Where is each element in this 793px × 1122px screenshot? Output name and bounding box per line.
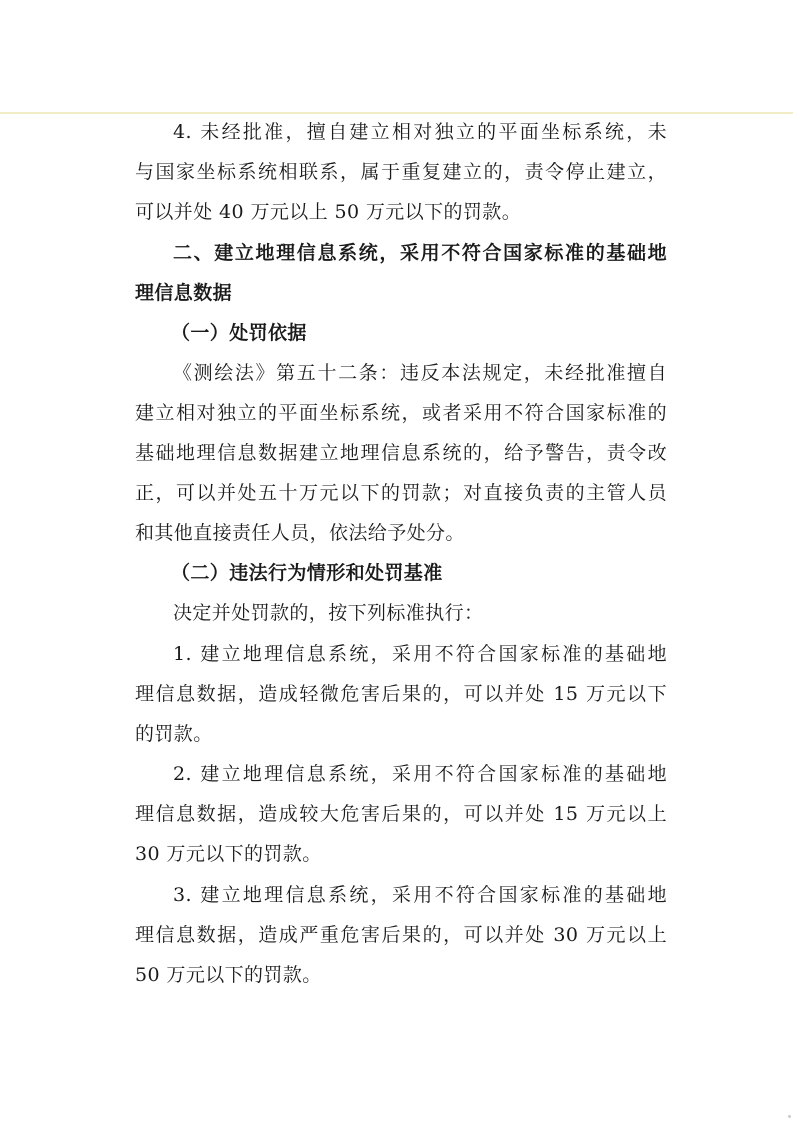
law-article-line-1: 《测绘法》第五十二条：违反本法规定，未经批准擅自 (173, 362, 667, 384)
law-article-line-2: 建立相对独立的平面坐标系统，或者采用不符合国家标准的 (135, 402, 667, 424)
law-article-line-3: 基础地理信息数据建立地理信息系统的，给予警告，责令改 (135, 442, 667, 464)
law-article-line-5: 和其他直接责任人员，依法给予处分。 (135, 522, 465, 544)
section-2-heading-line-1: 二、建立地理信息系统，采用不符合国家标准的基础地 (173, 242, 667, 264)
item-1-line-1: 1. 建立地理信息系统，采用不符合国家标准的基础地 (173, 643, 667, 665)
paragraph-4-line-1: 4. 未经批准，擅自建立相对独立的平面坐标系统，未 (173, 121, 667, 143)
paragraph-4-line-3: 可以并处 40 万元以上 50 万元以下的罚款。 (135, 201, 522, 223)
standard-intro: 决定并处罚款的，按下列标准执行： (173, 602, 484, 624)
scan-speck (788, 1115, 791, 1118)
item-1-line-2: 理信息数据，造成轻微危害后果的，可以并处 15 万元以下 (135, 683, 667, 705)
law-article-line-4: 正，可以并处五十万元以下的罚款；对直接负责的主管人员 (135, 482, 667, 504)
page-top-margin (0, 0, 793, 112)
item-3-line-2: 理信息数据，造成严重危害后果的，可以并处 30 万元以上 (135, 924, 667, 946)
item-3-line-3: 50 万元以下的罚款。 (135, 964, 322, 986)
item-2-line-3: 30 万元以下的罚款。 (135, 843, 322, 865)
section-2-heading-line-2: 理信息数据 (135, 282, 233, 304)
item-1-line-3: 的罚款。 (135, 723, 213, 745)
item-3-line-1: 3. 建立地理信息系统，采用不符合国家标准的基础地 (173, 884, 667, 906)
page-top-edge (0, 112, 793, 114)
subsection-1-heading: （一）处罚依据 (171, 322, 307, 344)
paragraph-4-line-2: 与国家坐标系统相联系，属于重复建立的，责令停止建立， (135, 161, 667, 183)
subsection-2-heading: （二）违法行为情形和处罚基准 (171, 562, 443, 584)
item-2-line-2: 理信息数据，造成较大危害后果的，可以并处 15 万元以上 (135, 803, 667, 825)
item-2-line-1: 2. 建立地理信息系统，采用不符合国家标准的基础地 (173, 763, 667, 785)
